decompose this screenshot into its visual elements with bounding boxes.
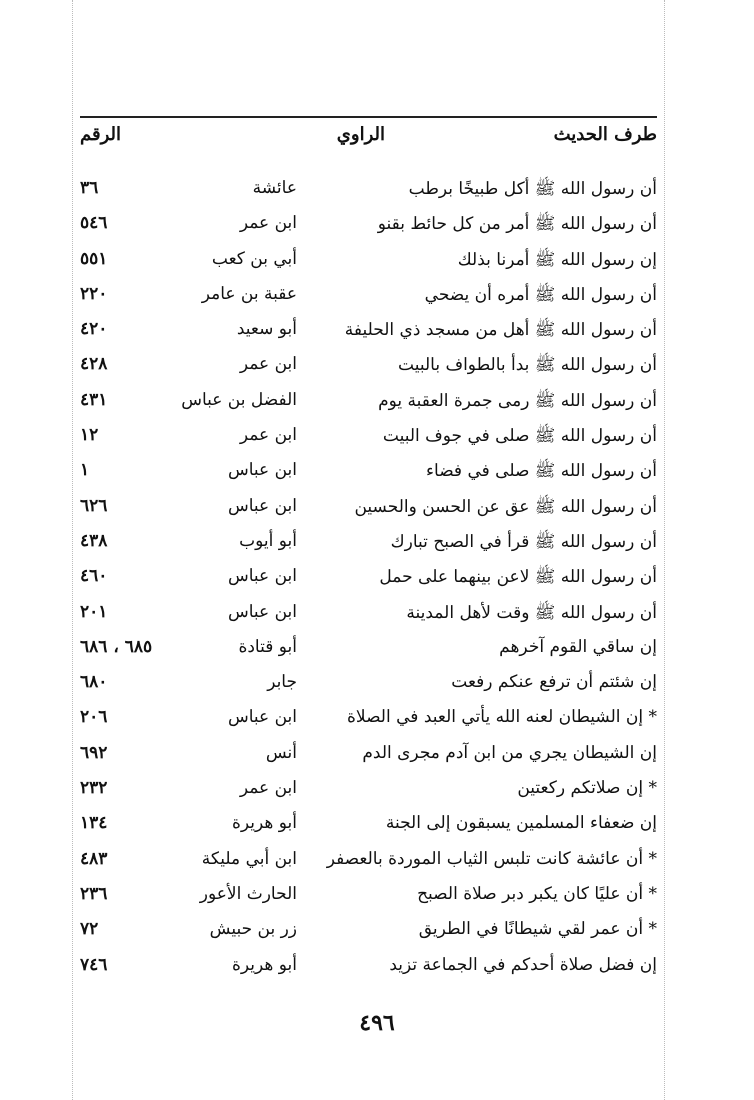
hadith-text: أن رسول الله ﷺ أمر من كل حائط بقنو	[377, 214, 657, 235]
narrator-name: ابن عمر	[239, 425, 297, 446]
table-row	[80, 209, 657, 244]
hadith-number: ٤٨٣	[80, 848, 108, 869]
hadith-text: * إن الشيطان لعنه الله يأتي العبد في الصلاة	[347, 707, 657, 728]
hadith-number: ٤٢٠	[80, 319, 108, 340]
hadith-number: ٦٨٠	[80, 672, 108, 693]
hadith-number: ٢٣٢	[80, 778, 108, 799]
hadith-text: إن فضل صلاة أحدكم في الجماعة تزيد	[389, 954, 657, 975]
table-header	[80, 124, 657, 160]
narrator-name: ابن عمر	[239, 778, 297, 799]
narrator-name: ابن عمر	[239, 354, 297, 375]
narrator-name: عائشة	[252, 178, 297, 198]
hadith-text: إن ضعفاء المسلمين يسبقون إلى الجنة	[385, 813, 657, 834]
table-row	[80, 386, 657, 421]
table-row	[80, 562, 657, 597]
header-narrator: الراوي	[336, 124, 385, 145]
table-row	[80, 174, 657, 209]
hadith-number: ٢٢٠	[80, 283, 108, 304]
hadith-text: أن رسول الله ﷺ أكل طبيخًا برطب	[408, 179, 657, 199]
narrator-name: ابن عباس	[227, 566, 297, 587]
narrator-name: الفضل بن عباس	[181, 389, 297, 410]
table-row	[80, 668, 657, 703]
page-number: ٤٩٦	[359, 1010, 395, 1036]
narrator-name: أبو هريرة	[231, 954, 297, 975]
table-row	[80, 915, 657, 950]
hadith-text: أن رسول الله ﷺ أهل من مسجد ذي الحليفة	[344, 320, 657, 341]
hadith-number: ٢٣٦	[80, 883, 108, 904]
narrator-name: ابن عباس	[227, 707, 297, 728]
hadith-text: أن رسول الله ﷺ لاعن بينهما على حمل	[379, 567, 657, 588]
hadith-number: ١	[80, 460, 90, 481]
hadith-number: ١٣٤	[80, 813, 108, 834]
hadith-text: إن رسول الله ﷺ أمرنا بذلك	[457, 249, 657, 270]
table-row	[80, 280, 657, 315]
hadith-number: ٤٣١	[80, 389, 108, 410]
hadith-number: ٧٤٦	[80, 954, 108, 975]
narrator-name: ابن عباس	[227, 495, 297, 516]
narrator-name: ابن عباس	[227, 601, 297, 622]
hadith-number: ١٢	[80, 425, 99, 446]
narrator-name: أبو هريرة	[231, 813, 297, 834]
margin-guide-right	[664, 0, 666, 1100]
narrator-name: ابن عمر	[239, 213, 297, 234]
hadith-text: أن رسول الله ﷺ أمره أن يضحي	[424, 284, 657, 305]
hadith-text: إن ساقي القوم آخرهم	[499, 636, 657, 657]
hadith-text: إن شئتم أن ترفع عنكم رفعت	[451, 672, 657, 693]
header-hadith: طرف الحديث	[553, 124, 657, 145]
table-row	[80, 456, 657, 491]
narrator-name: أنس	[265, 742, 297, 763]
table-row	[80, 774, 657, 809]
hadith-number: ٧٢	[80, 919, 99, 940]
table-row	[80, 739, 657, 774]
table-row	[80, 421, 657, 456]
table-row	[80, 492, 657, 527]
narrator-name: ابن عباس	[227, 460, 297, 481]
margin-guide-left	[72, 0, 74, 1100]
table-row	[80, 315, 657, 350]
table-row	[80, 951, 657, 986]
hadith-number: ٦٩٢	[80, 742, 108, 763]
table-row	[80, 880, 657, 915]
hadith-index-table	[80, 174, 657, 986]
table-row	[80, 598, 657, 633]
narrator-name: أبو أيوب	[239, 530, 297, 551]
hadith-text: * إن صلاتكم ركعتين	[517, 778, 657, 799]
hadith-text: أن رسول الله ﷺ وقت لأهل المدينة	[406, 602, 657, 623]
hadith-number: ٢٠٦	[80, 707, 108, 728]
narrator-name: عقبة بن عامر	[201, 283, 297, 304]
table-row	[80, 350, 657, 385]
hadith-number: ٤٣٨	[80, 530, 108, 551]
hadith-text: أن رسول الله ﷺ رمى جمرة العقبة يوم	[378, 390, 657, 411]
hadith-text: أن رسول الله ﷺ صلى في فضاء	[426, 461, 657, 482]
hadith-number: ٦٨٥ ، ٦٨٦	[80, 636, 153, 657]
table-row	[80, 809, 657, 844]
table-row	[80, 633, 657, 668]
header-number: الرقم	[80, 124, 122, 145]
narrator-name: أبو سعيد	[236, 319, 297, 340]
header-rule	[80, 116, 657, 118]
hadith-number: ٤٢٨	[80, 354, 108, 375]
narrator-name: أبي بن كعب	[211, 248, 297, 269]
hadith-number: ٦٢٦	[80, 495, 108, 516]
hadith-number: ٣٦	[80, 178, 99, 198]
table-row	[80, 845, 657, 880]
hadith-text: أن رسول الله ﷺ صلى في جوف البيت	[382, 426, 657, 447]
hadith-text: * أن عائشة كانت تلبس الثياب الموردة بالعصفر	[326, 848, 657, 869]
hadith-number: ٥٥١	[80, 248, 108, 269]
table-row	[80, 703, 657, 738]
hadith-text: إن الشيطان يجري من ابن آدم مجرى الدم	[362, 742, 657, 763]
hadith-text: * أن عليًا كان يكبر دبر صلاة الصبح	[417, 883, 657, 904]
narrator-name: أبو قتادة	[238, 636, 297, 657]
hadith-number: ٢٠١	[80, 601, 108, 622]
table-row	[80, 245, 657, 280]
hadith-number: ٥٤٦	[80, 213, 108, 234]
narrator-name: زر بن حبيش	[209, 919, 297, 940]
hadith-text: أن رسول الله ﷺ قرأ في الصبح تبارك	[390, 531, 657, 552]
narrator-name: ابن أبي مليكة	[201, 848, 297, 869]
hadith-number: ٤٦٠	[80, 566, 108, 587]
narrator-name: الحارث الأعور	[199, 883, 297, 904]
hadith-text: أن رسول الله ﷺ بدأ بالطواف بالبيت	[398, 355, 657, 376]
table-row	[80, 527, 657, 562]
narrator-name: جابر	[267, 672, 297, 693]
hadith-text: أن رسول الله ﷺ عق عن الحسن والحسين	[354, 496, 657, 517]
hadith-text: * أن عمر لقي شيطانًا في الطريق	[418, 919, 657, 940]
